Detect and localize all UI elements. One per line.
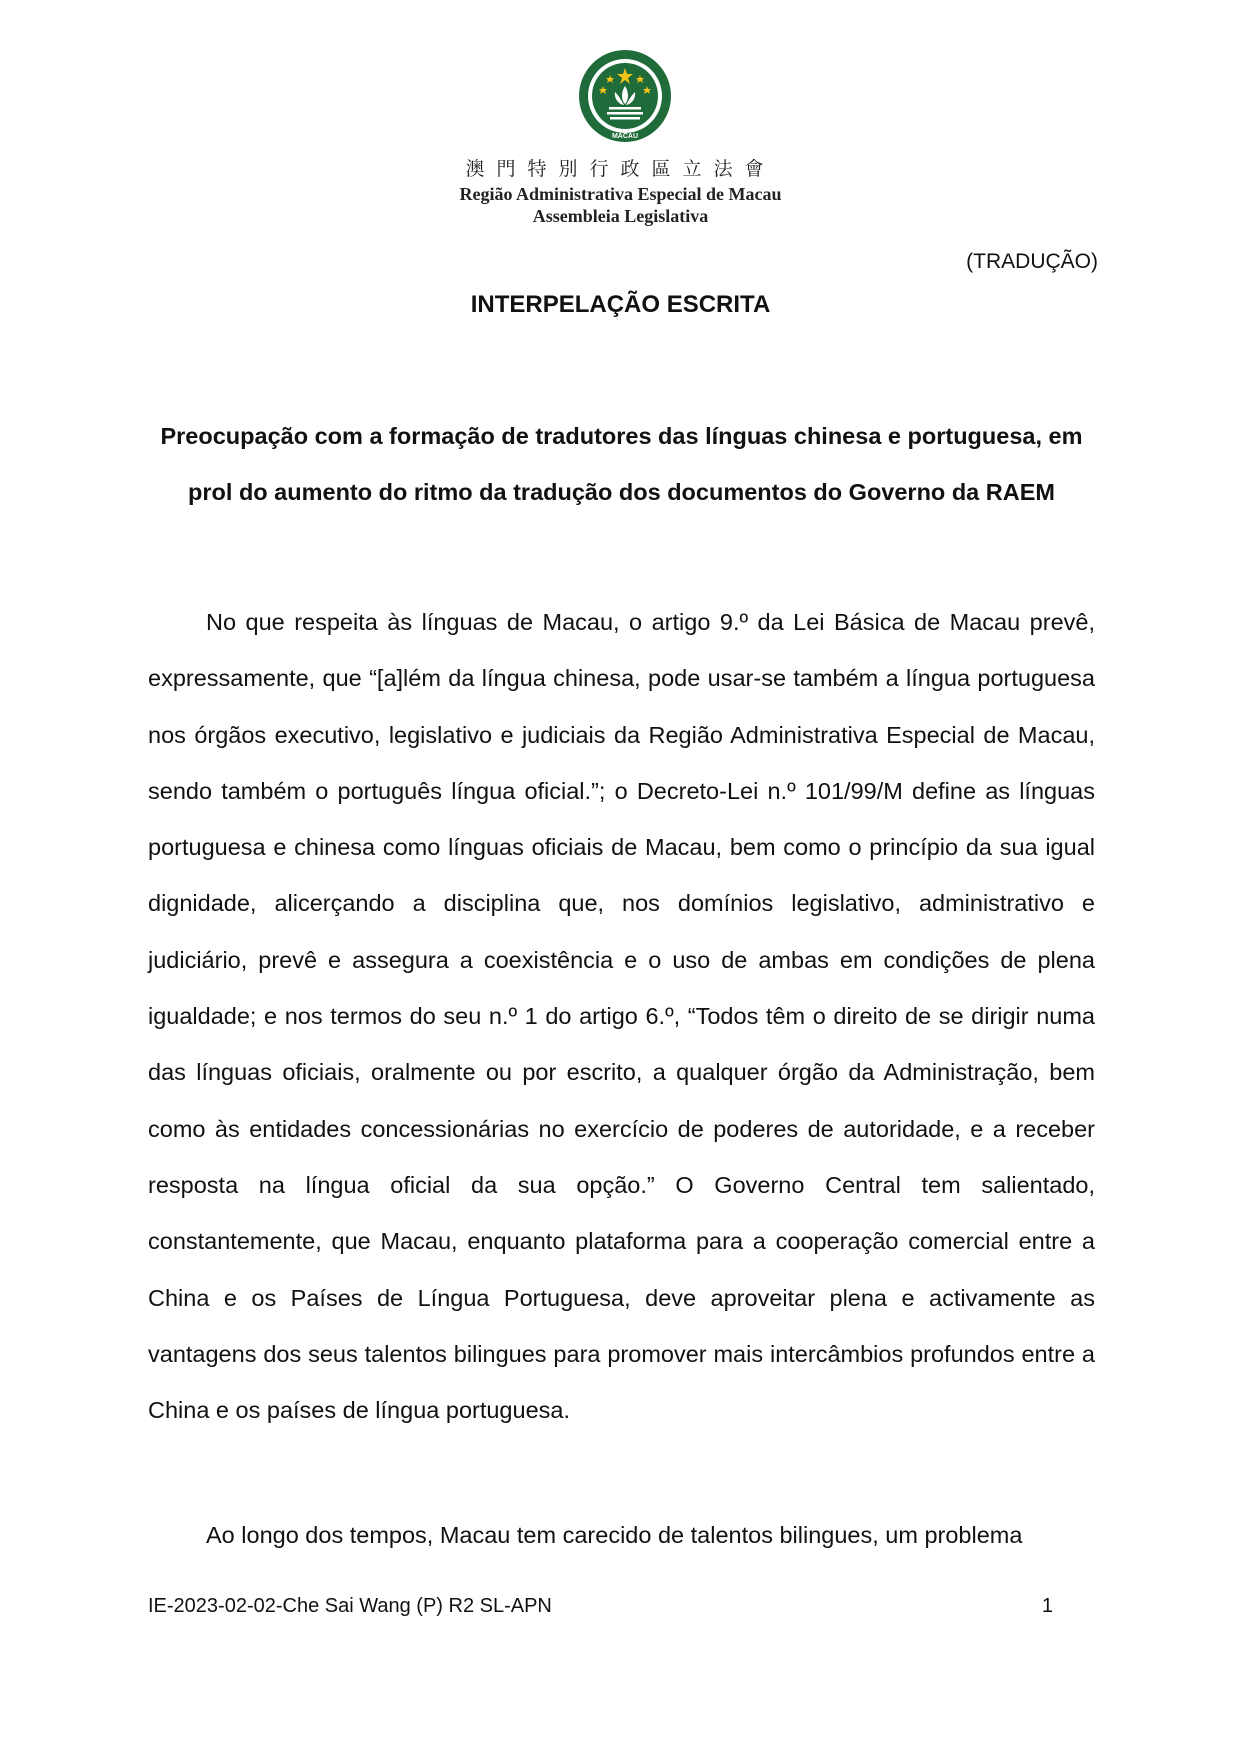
document-title: Preocupação com a formação de tradutores das línguas chinesa e portuguesa, em prol do aumento do ritmo da tradução dos documentos do Governo da RAEM [160,423,1083,505]
organization-region: Região Administrativa Especial de Macau [459,184,782,204]
document-reference: IE-2023-02-02-Che Sai Wang (P) R2 SL-APN [148,1595,552,1617]
macau-emblem-icon [577,48,673,144]
document-type-heading: INTERPELAÇÃO ESCRITA [470,291,771,318]
organization-name-chinese: 澳門特別行政區立法會 [465,158,776,180]
organization-assembly: Assembleia Legislativa [532,206,709,226]
page-number: 1 [1041,1595,1053,1617]
translation-note: (TRADUÇÃO) [966,250,1098,273]
body-paragraph: Ao longo dos tempos, Macau tem carecido de talentos bilingues, um problema [206,1522,1023,1548]
emblem-label: MACAU [611,133,639,140]
body-paragraph: No que respeita às línguas de Macau, o artigo 9.º da Lei Básica de Macau prevê, expressamente, que “[a]lém da língua chinesa, pode usar-se também a língua portuguesa nos órgãos executivo, legislativo e judiciais da Região Administrativa Especial de Macau, sendo também o português língua oficial.”; o Decreto-Lei n.º 101/99/M define as línguas portuguesa e chinesa como línguas oficiais de Macau, bem como o princípio da sua igual dignidade, alicerçando a disciplina que, nos domínios legislativo, administrativo e judiciário, prevê e assegura a coexistência e o uso de ambas em condições de plena igualdade; e nos termos do seu n.º 1 do artigo 6.º, “Todos têm o direito de se dirigir numa das línguas oficiais, oralmente ou por escrito, a qualquer órgão da Administração, bem como às entidades concessionárias no exercício de poderes de autoridade, e a receber resposta na língua oficial da sua opção.” O Governo Central tem salientado, constantemente, que Macau, enquanto plataforma para a cooperação comercial entre a China e os Países de Língua Portuguesa, deve aproveitar plena e activamente as vantagens dos seus talentos bilingues para promover mais intercâmbios profundos entre a China e os países de língua portuguesa. [148,609,1095,1424]
